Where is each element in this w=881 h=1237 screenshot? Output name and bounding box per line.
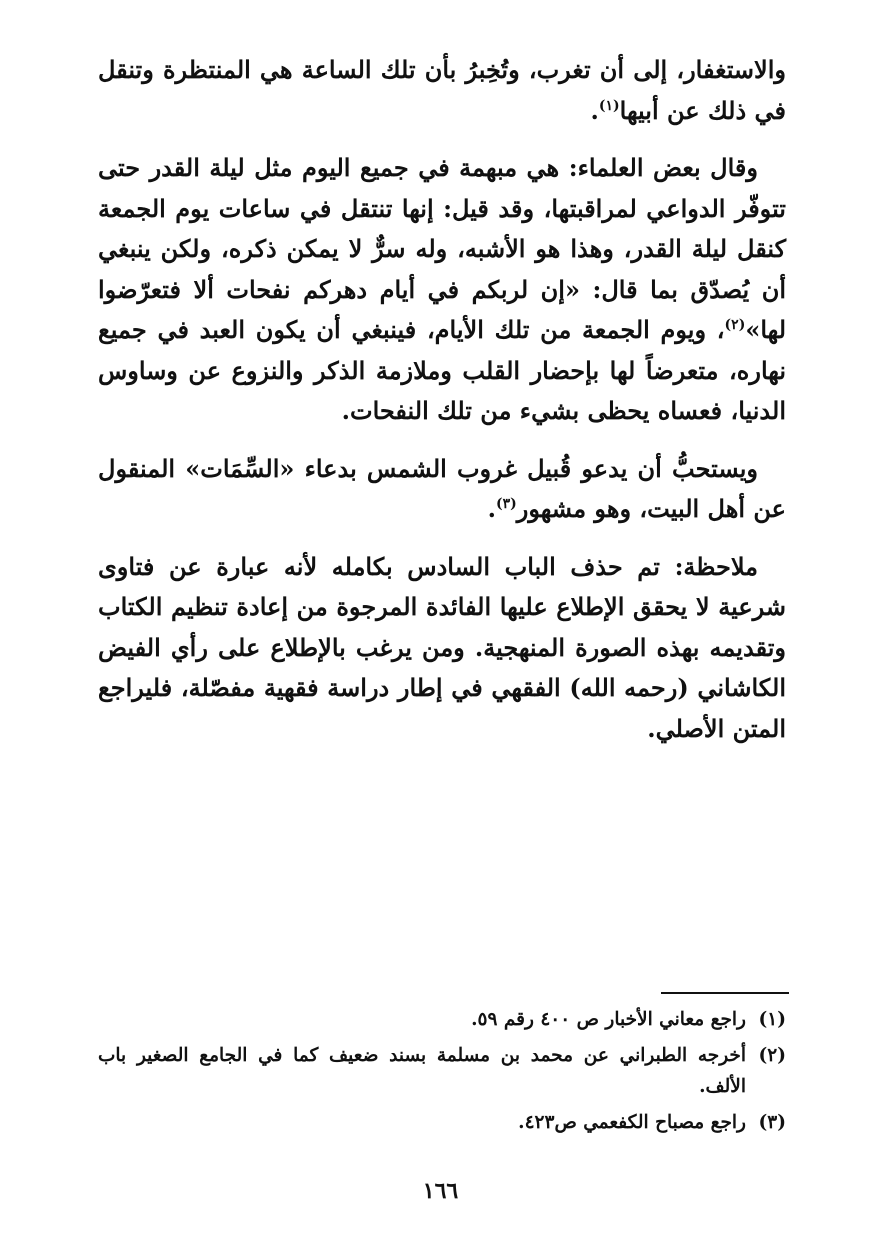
footnote-3-number: (٣) xyxy=(758,1112,786,1133)
footnote-ref-1: (١) xyxy=(598,97,620,114)
page-number: ١٦٦ xyxy=(422,1178,459,1204)
note-paragraph-text: ملاحظة: تم حذف الباب السادس بكامله لأنه عبارة عن فتاوى شرعية لا يحقق الإطلاع عليها الفائدة المرجوة من إعادة تنظيم الكتاب وتقديمه بهذه الصورة المنهجية. ومن يرغب بالإطلاع على رأي الفيض الكاشاني (رحمه الله) الفقهي في إطار دراسة فقهية مفصّلة، فليراجع المتن الأصلي. xyxy=(98,551,786,743)
paragraph-1-tail: . xyxy=(590,95,599,125)
footnote-ref-3: (٣) xyxy=(495,496,517,512)
main-text xyxy=(98,50,786,766)
paragraph-2-tail: ، ويوم الجمعة من تلك الأيام، فينبغي أن يكون العبد في جميع نهاره، متعرضاً لها بإحضار القلب وملازمة الذكر والنزوع عن وساوس الدنيا، فعساه يحظى بشيء من تلك النفحات. xyxy=(98,315,786,425)
paragraph-2-text: وقال بعض العلماء: هي مبهمة في جميع اليوم مثل ليلة القدر حتى تتوفّر الدواعي لمراقبتها، وقد قيل: إنها تنتقل في ساعات يوم الجمعة كنقل ليلة القدر، وهذا هو الأشبه، وله سرٌّ لا يمكن ذكره، ولكن ينبغي أن يُصدّق بما قال: «إن لربكم في أيام دهركم نفحات ألا فتعرّضوا لها» xyxy=(98,153,786,344)
footnote-1-number: (١) xyxy=(758,1009,786,1030)
footnote-separator xyxy=(661,992,789,994)
paragraph-3 xyxy=(98,449,786,530)
paragraph-3-tail: . xyxy=(487,494,496,523)
paragraph-1-text: والاستغفار، إلى أن تغرب، وتُخِبرُ بأن تلك الساعة هي المنتظرة وتنقل في ذلك عن أبيها xyxy=(98,55,786,125)
footnote-3-text: راجع مصباح الكفعمي ص٤٢٣. xyxy=(518,1112,746,1133)
footnote-3 xyxy=(98,1107,786,1138)
footnotes xyxy=(98,1004,786,1143)
footnote-2-text: أخرجه الطبراني عن محمد بن مسلمة بسند ضعيف كما في الجامع الصغير باب الألف. xyxy=(98,1045,746,1097)
footnote-1 xyxy=(98,1004,786,1035)
paragraph-1 xyxy=(98,50,786,131)
footnote-ref-2: (٢) xyxy=(724,317,746,333)
footnote-2 xyxy=(98,1040,786,1102)
note-paragraph xyxy=(98,547,786,750)
paragraph-3-text: ويستحبُّ أن يدعو قُبيل غروب الشمس بدعاء «السِّمَات» المنقول عن أهل البيت، وهو مشهور xyxy=(98,453,786,523)
paragraph-2 xyxy=(98,148,786,432)
footnote-2-number: (٢) xyxy=(758,1045,786,1066)
footnote-1-text: راجع معاني الأخبار ص ٤٠٠ رقم ٥٩. xyxy=(471,1009,746,1030)
